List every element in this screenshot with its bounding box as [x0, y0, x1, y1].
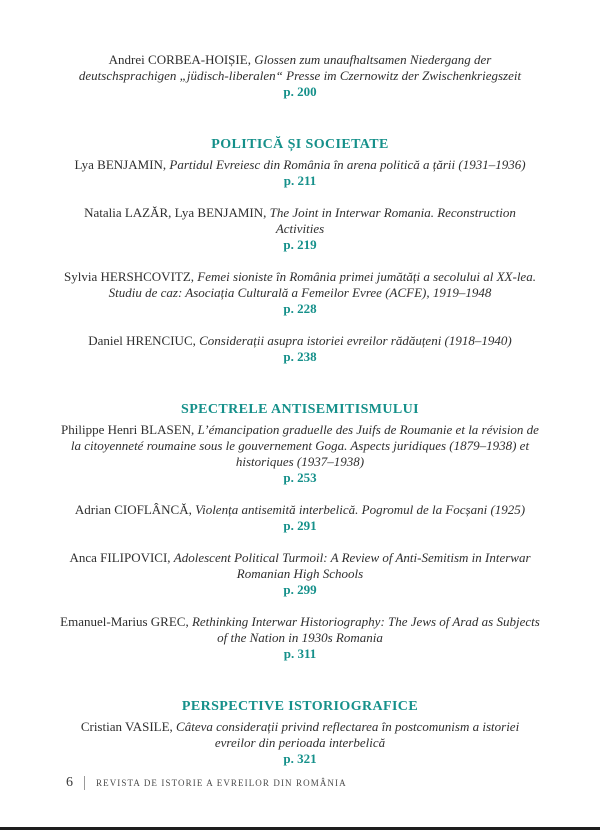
entry-text: Daniel HRENCIUC, Considerații asupra istoriei evreilor rădăuțeni (1918–1940) [88, 333, 512, 348]
entry-text: Adrian CIOFLÂNCĂ, Violența antisemită interbelică. Pogromul de la Focșani (1925) [74, 502, 526, 517]
entry-title: Considerații asupra istoriei evreilor rădăuțeni (1918–1940) [199, 333, 512, 348]
section-heading: POLITICĂ ȘI SOCIETATE [211, 137, 389, 152]
toc-entry [59, 719, 541, 767]
toc-entry [59, 422, 541, 486]
entry-title: Femei sioniste în România primei jumătăți a secolului al XX-lea. Studiu de caz: Asociația Culturală a Femeilor Evree (ACFE), 1919–1948 [108, 269, 536, 300]
entry-authors: Anca FILIPOVICI [69, 550, 168, 565]
toc-entry [59, 614, 541, 662]
entry-text: Lya BENJAMIN, Partidul Evreiesc din România în arena politică a țării (1931–1936) [74, 157, 526, 172]
entry-text: Anca FILIPOVICI, Adolescent Political Turmoil: A Review of Anti-Semitism in Interwar Romanian High Schools [69, 550, 531, 581]
entry-text: Emanuel-Marius GREC, Rethinking Interwar Historiography: The Jews of Arad as Subjects of the Nation in 1930s Romania [60, 614, 540, 645]
toc-section [59, 52, 541, 116]
entry-authors: Emanuel-Marius GREC [60, 614, 186, 629]
entry-title: Glossen zum unaufhaltsamen Niedergang der deutschsprachigen „jüdisch-liberalen“ Presse im Czernowitz der Zwischenkriegszeit [78, 52, 522, 83]
entry-page-number: p. 311 [283, 646, 317, 661]
entry-authors: Andrei CORBEA-HOIȘIE [108, 52, 248, 67]
toc-entry [59, 157, 541, 189]
entry-page-number: p. 299 [283, 582, 317, 597]
entry-text: Natalia LAZĂR, Lya BENJAMIN, The Joint in Interwar Romania. Reconstruction Activities [84, 205, 516, 236]
entry-authors: Cristian VASILE [80, 719, 170, 734]
entry-text: Sylvia HERSHCOVITZ, Femei sioniste în România primei jumătăți a secolului al XX-lea. Studiu de caz: Asociația Culturală a Femeilor Evree (ACFE), 1919–1948 [64, 269, 536, 300]
toc-section [59, 116, 541, 381]
section-heading: PERSPECTIVE ISTORIOGRAFICE [181, 699, 419, 714]
entry-title: Partidul Evreiesc din România în arena politică a țării (1931–1936) [169, 157, 526, 172]
toc-section [59, 381, 541, 678]
entry-authors: Philippe Henri BLASEN [61, 422, 192, 437]
entry-authors: Natalia LAZĂR, Lya BENJAMIN [84, 205, 264, 220]
entry-page-number: p. 211 [283, 173, 317, 188]
entry-title: Rethinking Interwar Historiography: The Jews of Arad as Subjects of the Nation in 1930s Romania [191, 614, 540, 645]
footer-journal-title: REVISTA DE ISTORIE A EVREILOR DIN ROMÂNIA [96, 778, 347, 788]
entry-page-number: p. 238 [283, 349, 317, 364]
entry-page-number: p. 291 [283, 518, 317, 533]
entry-text: Cristian VASILE, Câteva considerații privind reflectarea în postcomunism a istoriei evreilor din perioada interbelică [80, 719, 520, 750]
toc-entry [59, 550, 541, 598]
entry-page-number: p. 321 [283, 751, 317, 766]
table-of-contents [59, 0, 541, 783]
entry-page-number: p. 228 [283, 301, 317, 316]
footer-page-number: 6 [66, 775, 73, 790]
entry-page-number: p. 253 [283, 470, 317, 485]
entry-authors: Lya BENJAMIN [74, 157, 163, 172]
entry-text: Philippe Henri BLASEN, L’émancipation graduelle des Juifs de Roumanie et la révision de la citoyenneté roumaine sous le gouvernement Goga. Aspects juridiques (1879–1938) et historiques (1937–1938) [61, 422, 539, 469]
entry-title: Câteva considerații privind reflectarea în postcomunism a istoriei evreilor din perioada interbelică [176, 719, 520, 750]
entry-page-number: p. 219 [283, 237, 317, 252]
toc-entry [59, 52, 541, 100]
entry-title: Violența antisemită interbelică. Pogromul de la Focșani (1925) [195, 502, 526, 517]
toc-entry [59, 333, 541, 365]
entry-title: L’émancipation graduelle des Juifs de Roumanie et la révision de la citoyenneté roumaine sous le gouvernement Goga. Aspects juridiques (1879–1938) et historiques (1937–1938) [70, 422, 539, 469]
toc-entry [59, 502, 541, 534]
section-heading: SPECTRELE ANTISEMITISMULUI [181, 402, 419, 417]
toc-entry [59, 205, 541, 253]
entry-authors: Sylvia HERSHCOVITZ [64, 269, 191, 284]
footer-divider [84, 776, 85, 790]
entry-title: The Joint in Interwar Romania. Reconstruction Activities [269, 205, 516, 236]
page-footer [66, 775, 347, 791]
entry-authors: Daniel HRENCIUC [88, 333, 193, 348]
entry-page-number: p. 200 [283, 84, 317, 99]
toc-section [59, 678, 541, 783]
entry-title: Adolescent Political Turmoil: A Review of Anti-Semitism in Interwar Romanian High Schools [173, 550, 531, 581]
entry-text: Andrei CORBEA-HOIȘIE, Glossen zum unaufhaltsamen Niedergang der deutschsprachigen „jüdisch-liberalen“ Presse im Czernowitz der Zwischenkriegszeit [78, 52, 522, 83]
toc-entry [59, 269, 541, 317]
page-bottom-edge [0, 827, 600, 830]
entry-authors: Adrian CIOFLÂNCĂ [74, 502, 189, 517]
